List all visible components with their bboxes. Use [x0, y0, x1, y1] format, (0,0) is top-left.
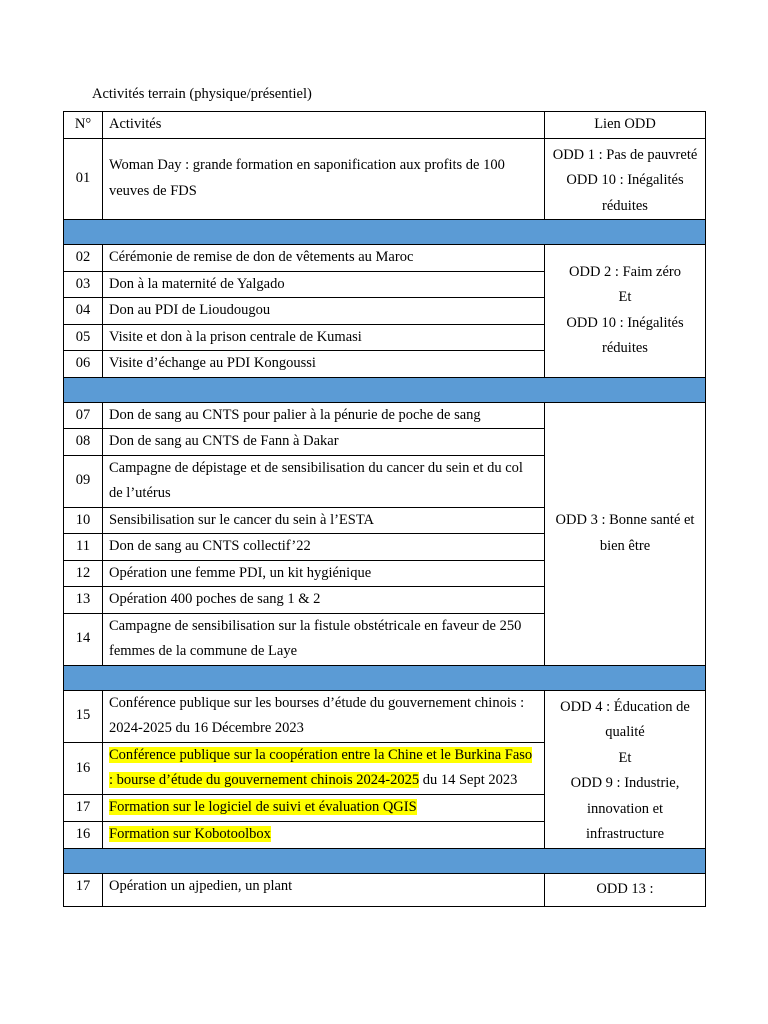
- highlighted-text: Conférence publique sur la coopération entre la Chine et le Burkina Faso : bourse d’étude du gouvernement chinois 2024-2025: [109, 746, 533, 789]
- odd-link-cell: [545, 138, 706, 220]
- row-number: 11: [64, 534, 103, 561]
- row-number: 10: [64, 507, 103, 534]
- odd-line: Et: [618, 749, 632, 766]
- odd-line: ODD 10 : Inégalités réduites: [566, 172, 684, 214]
- row-number: 12: [64, 560, 103, 587]
- odd-line: ODD 10 : Inégalités réduites: [566, 314, 684, 357]
- odd-link-cell: [545, 690, 706, 848]
- activities-table: [63, 111, 706, 907]
- row-number: 09: [64, 455, 103, 507]
- table-row: [64, 873, 706, 906]
- table-row: [64, 402, 706, 429]
- row-activity: Sensibilisation sur le cancer du sein à l’ESTA: [103, 507, 545, 534]
- row-number: 15: [64, 690, 103, 742]
- row-activity: Conférence publique sur la coopération entre la Chine et le Burkina Faso : bourse d’étude du gouvernement chinois 2024-2025 du 14 Sept 2023: [103, 742, 545, 794]
- group-separator-row: [64, 377, 706, 402]
- row-activity: Cérémonie de remise de don de vêtements au Maroc: [103, 245, 545, 272]
- group-separator: [64, 665, 706, 690]
- highlighted-text: Formation sur Kobotoolbox: [109, 825, 271, 842]
- row-activity: Don de sang au CNTS pour palier à la pénurie de poche de sang: [103, 402, 545, 429]
- odd-line: ODD 1 : Pas de pauvreté: [552, 146, 698, 163]
- group-separator: [64, 220, 706, 245]
- table-row: [64, 138, 706, 220]
- odd-link-cell: [545, 245, 706, 378]
- group-separator-row: [64, 220, 706, 245]
- highlighted-text: Formation sur le logiciel de suivi et évaluation QGIS: [109, 799, 417, 816]
- row-number: 14: [64, 613, 103, 665]
- row-number: 05: [64, 324, 103, 351]
- header-activity: Activités: [103, 112, 545, 139]
- row-number: 02: [64, 245, 103, 272]
- group-separator-row: [64, 665, 706, 690]
- row-activity: [103, 795, 545, 822]
- row-number: 17: [64, 873, 103, 906]
- header-num: N°: [64, 112, 103, 139]
- group-separator: [64, 848, 706, 873]
- row-number: 08: [64, 429, 103, 456]
- row-number: 16: [64, 742, 103, 794]
- odd-line: ODD 4 : Éducation de qualité: [560, 698, 690, 740]
- group-separator: [64, 377, 706, 402]
- row-activity: Don au PDI de Lioudougou: [103, 298, 545, 325]
- row-activity: Campagne de sensibilisation sur la fistule obstétricale en faveur de 250 femmes de la commune de Laye: [103, 613, 545, 665]
- odd-line: ODD 2 : Faim zéro: [569, 263, 681, 280]
- row-number: 17: [64, 795, 103, 822]
- group-separator-row: [64, 848, 706, 873]
- row-activity: Don à la maternité de Yalgado: [103, 271, 545, 298]
- row-activity: Don de sang au CNTS de Fann à Dakar: [103, 429, 545, 456]
- table-header-row: [64, 112, 706, 139]
- odd-line: Et: [618, 289, 632, 306]
- row-number: 07: [64, 402, 103, 429]
- row-activity: Don de sang au CNTS collectif’22: [103, 534, 545, 561]
- row-activity: Visite et don à la prison centrale de Kumasi: [103, 324, 545, 351]
- row-activity: Opération un ajpedien, un plant: [103, 873, 545, 906]
- row-number: 03: [64, 271, 103, 298]
- row-activity: Woman Day : grande formation en saponification aux profits de 100 veuves de FDS: [103, 138, 545, 220]
- row-activity: Visite d’échange au PDI Kongoussi: [103, 351, 545, 378]
- odd-line: ODD 3 : Bonne santé et bien être: [555, 512, 695, 554]
- row-number: 06: [64, 351, 103, 378]
- row-activity: Opération 400 poches de sang 1 & 2: [103, 587, 545, 614]
- row-number: 01: [64, 138, 103, 220]
- table-row: [64, 690, 706, 742]
- section-heading: Activités terrain (physique/présentiel): [92, 86, 312, 102]
- odd-line: ODD 9 : Industrie, innovation et infrastructure: [570, 775, 680, 842]
- row-activity: Opération une femme PDI, un kit hygiénique: [103, 560, 545, 587]
- row-activity: Campagne de dépistage et de sensibilisation du cancer du sein et du col de l’utérus: [103, 455, 545, 507]
- row-number: 16: [64, 821, 103, 848]
- odd-line: ODD 13 :: [596, 880, 654, 897]
- row-activity: Conférence publique sur les bourses d’étude du gouvernement chinois : 2024-2025 du 16 Décembre 2023: [103, 690, 545, 742]
- odd-link-cell: [545, 402, 706, 665]
- odd-link-cell: [545, 873, 706, 906]
- row-activity: [103, 821, 545, 848]
- row-number: 13: [64, 587, 103, 614]
- header-odd: Lien ODD: [545, 112, 706, 139]
- table-row: [64, 245, 706, 272]
- row-number: 04: [64, 298, 103, 325]
